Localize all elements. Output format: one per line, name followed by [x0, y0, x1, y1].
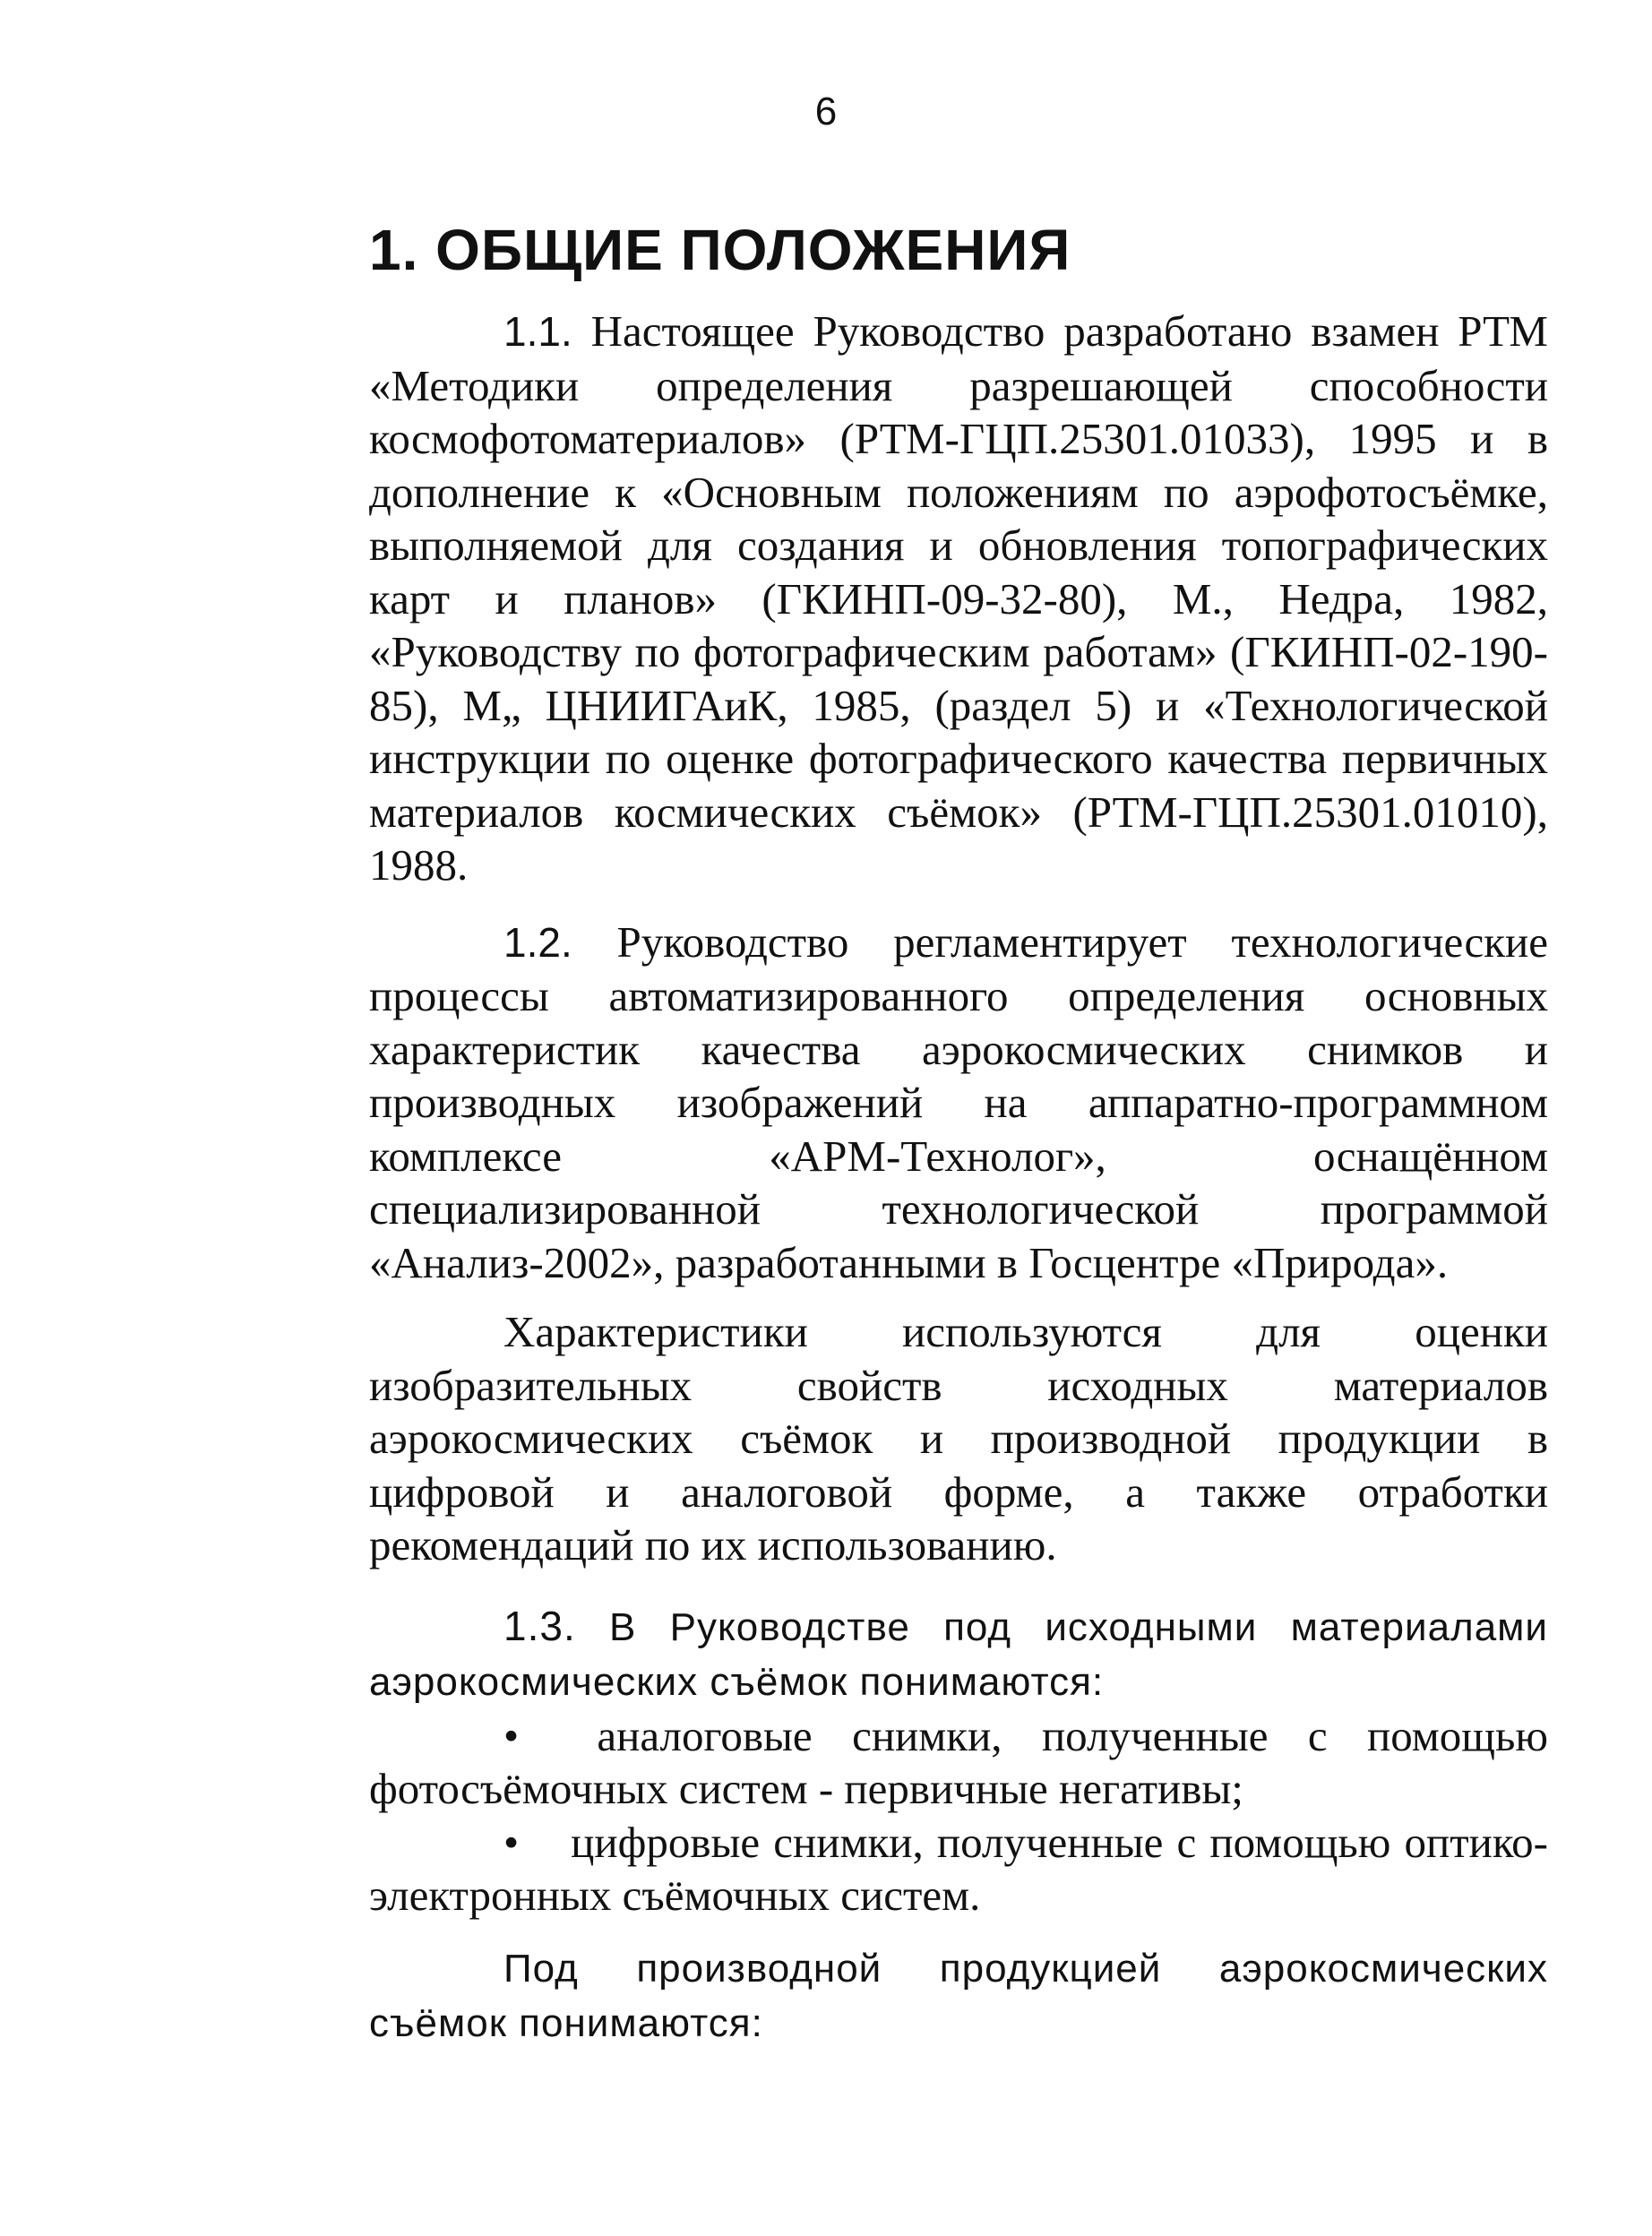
bullet-icon: • — [503, 1710, 520, 1760]
page-number: 6 — [814, 90, 838, 133]
paragraph-number: 1.3. — [503, 1602, 576, 1649]
bullet-text: аналоговые снимки, полученные с помощью фотосъёмочных систем - первичные негативы; — [369, 1710, 1548, 1813]
bullet-icon: • — [503, 1817, 520, 1867]
body-text — [369, 305, 1548, 2051]
paragraph-1-3 — [369, 1599, 1548, 1709]
paragraph-number: 1.2. — [503, 918, 572, 966]
paragraph-text: Под производной продукцией аэрокосмических съёмок понимаются: — [369, 1946, 1548, 2045]
paragraph-derived-products — [369, 1940, 1548, 2051]
bullet-item — [369, 1816, 1548, 1922]
section-title: 1. ОБЩИЕ ПОЛОЖЕНИЯ — [369, 218, 1071, 282]
bullet-item — [369, 1709, 1548, 1816]
bullet-text: цифровые снимки, полученные с помощью оптико-электронных съёмочных систем. — [369, 1817, 1548, 1920]
paragraph-text: Руководство регламентирует технологические процессы автоматизированного определения основных характеристик качества аэрокосмических снимков и производных изображений на аппаратно-программном комплексе «АРМ-Технолог», оснащённом специализированной технологической программой «Анализ-2002», разработанными в Госцентре «Природа». — [369, 916, 1549, 1287]
paragraph-characteristics: Характеристики используются для оценки изобразительных свойств исходных материалов аэрокосмических съёмок и производной продукции в цифровой и аналоговой форме, а также отработки рекомендаций по их использованию. — [369, 1307, 1548, 1570]
paragraph-1-2 — [369, 916, 1548, 1290]
paragraph-1-1 — [369, 305, 1548, 892]
paragraph-text: Настоящее Руководство разработано взамен РТМ «Методики определения разрешающей способности космофотоматериалов» (РТМ-ГЦП.25301.01033), 1995 и в дополнение к «Основным положениям по аэрофотосъёмке, выполняемой для создания и обновления топографических карт и планов» (ГКИНП-09-32-80), М., Недра, 1982, «Руководству по фотографическим работам» (ГКИНП-02-190-85), М„ ЦНИИГАиК, 1985, (раздел 5) и «Технологической инструкции по оценке фотографического качества первичных материалов космических съёмок» (РТМ-ГЦП.25301.01010), 1988. — [369, 306, 1548, 890]
paragraph-text: В Руководстве под исходными материалами аэрокосмических съёмок понимаются: — [369, 1604, 1549, 1704]
paragraph-number: 1.1. — [503, 308, 572, 355]
